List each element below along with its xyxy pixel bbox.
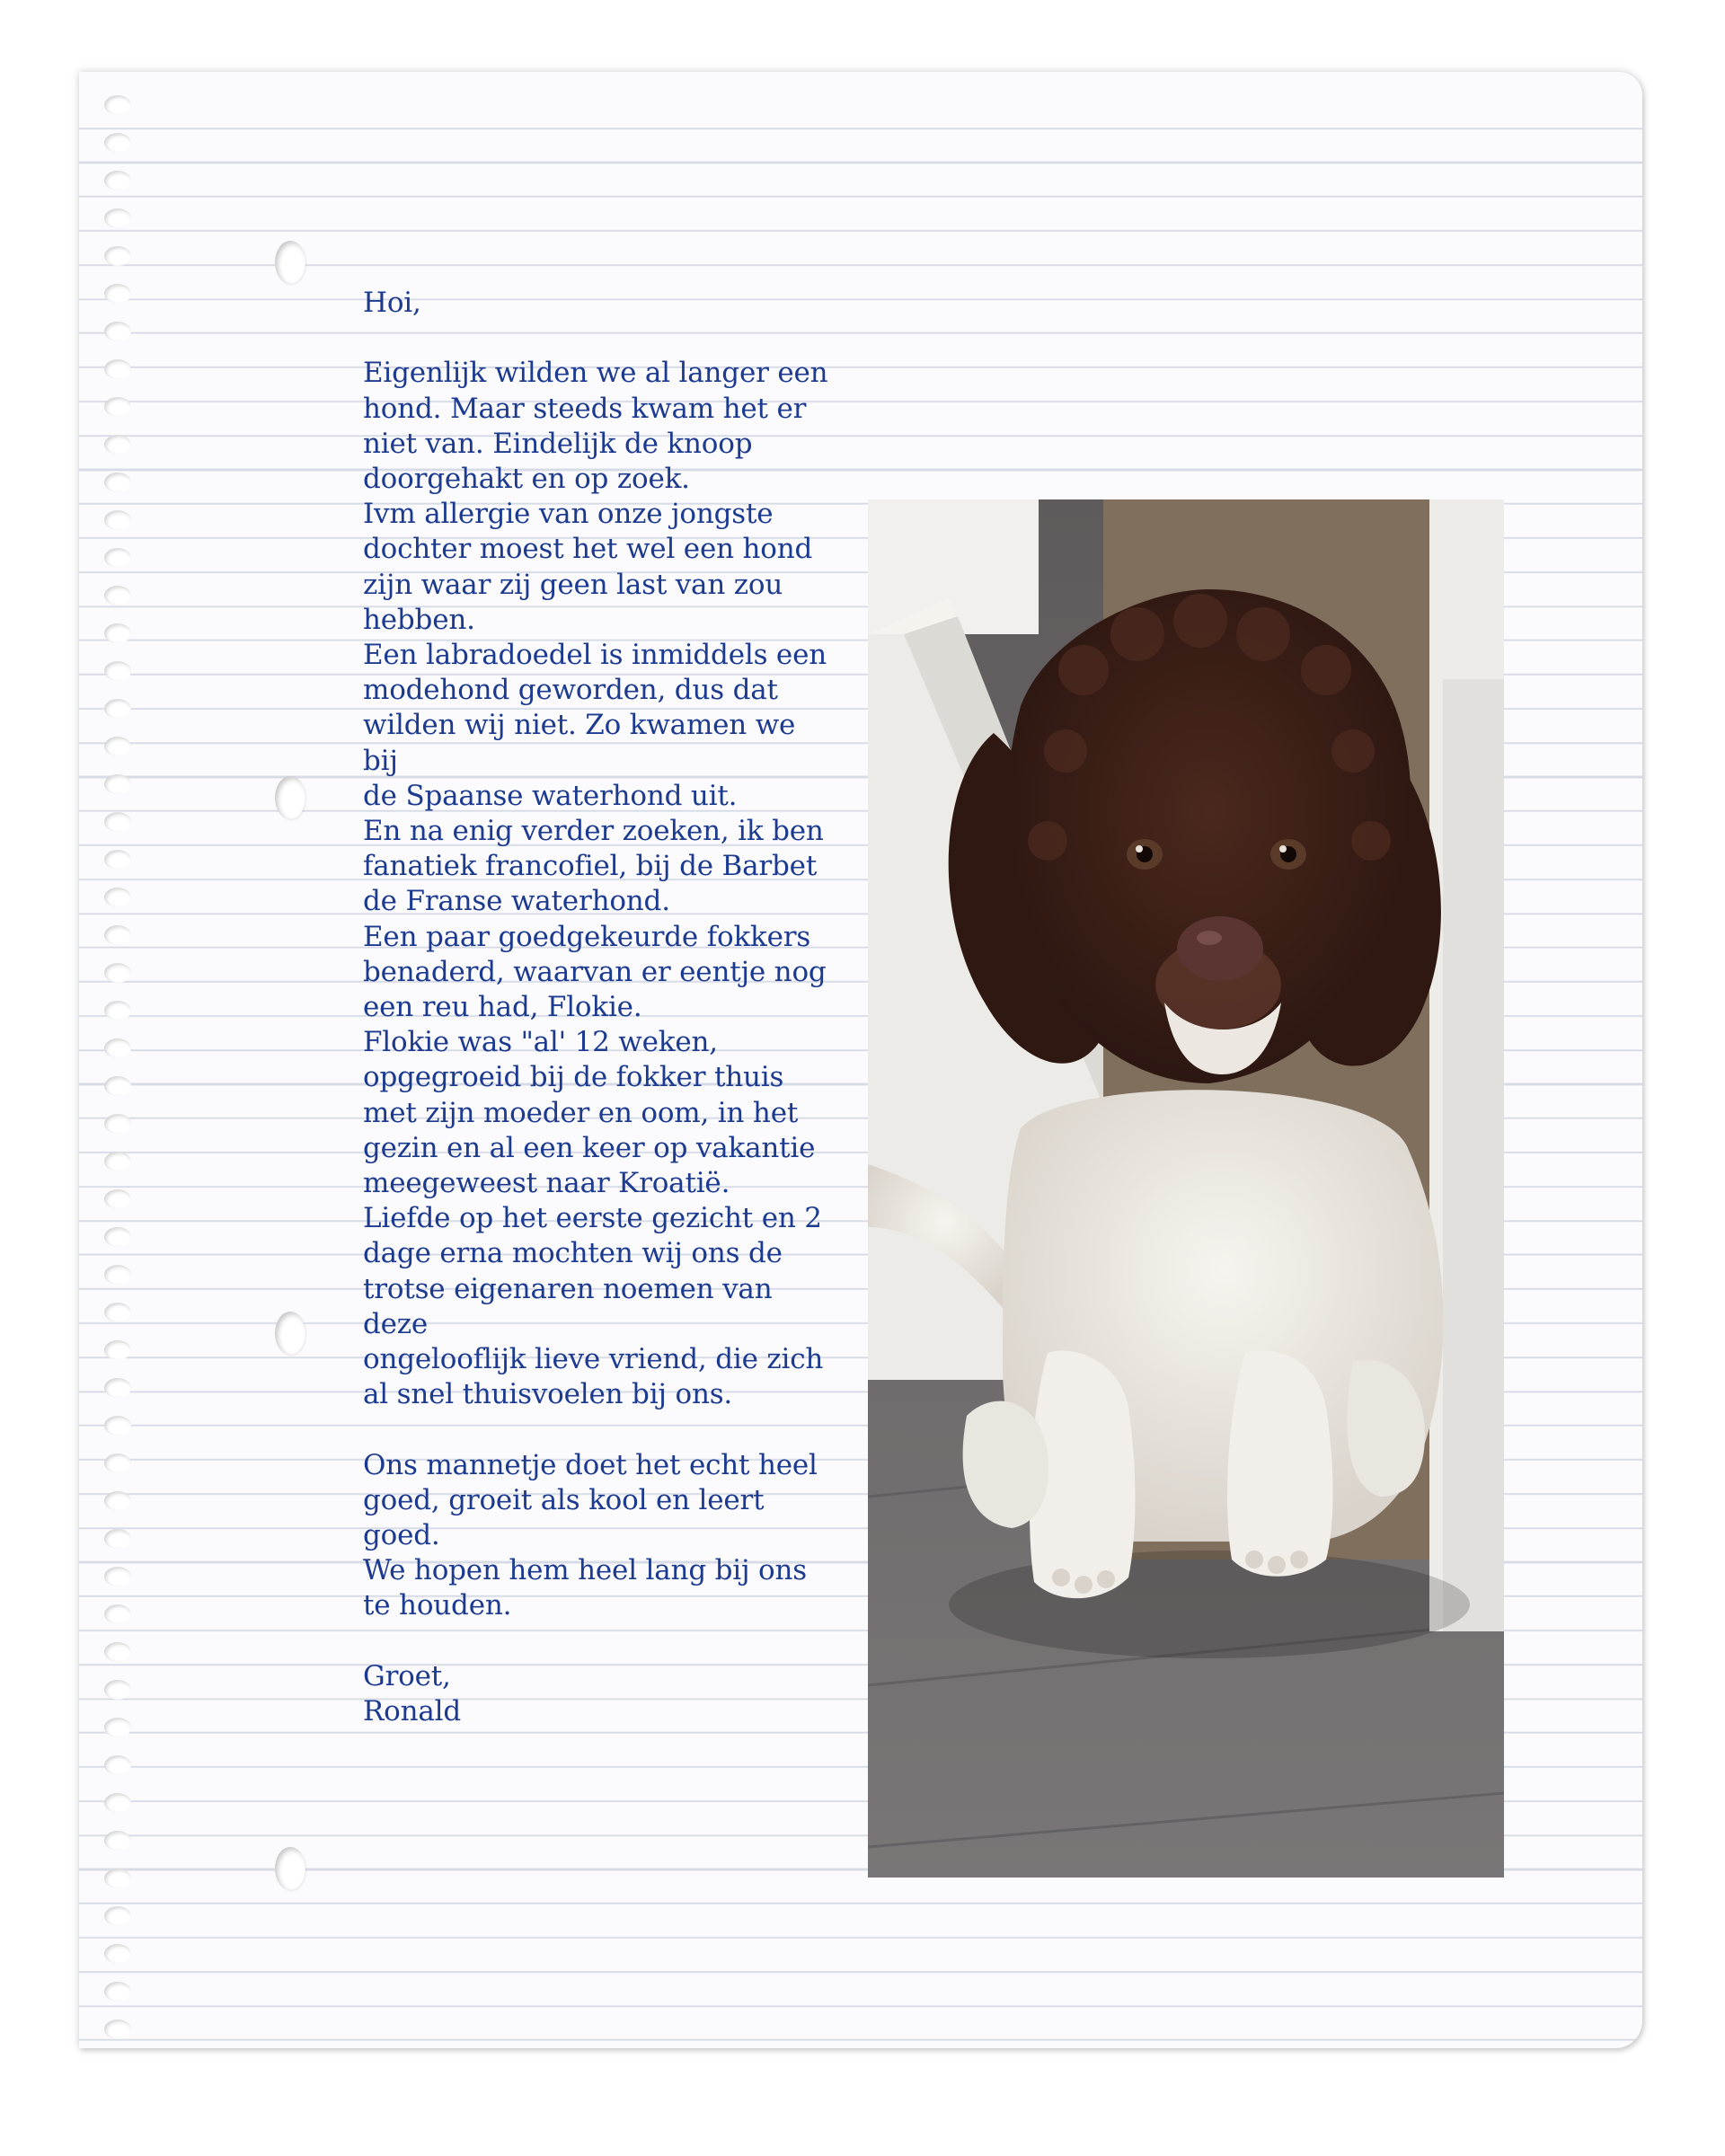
perforation-notch bbox=[104, 1642, 131, 1662]
perforation-notch bbox=[104, 1001, 131, 1021]
perforation-notch bbox=[104, 208, 131, 228]
perforation-notch bbox=[104, 1529, 131, 1549]
perforation-notch bbox=[104, 1718, 131, 1737]
perforation-notch bbox=[104, 1227, 131, 1247]
perforation-notch bbox=[104, 397, 131, 417]
perforation-notch bbox=[104, 1454, 131, 1473]
nose bbox=[1177, 916, 1263, 981]
perforation-notch bbox=[104, 850, 131, 870]
perforation-notch bbox=[104, 586, 131, 605]
spiral-perforation-edge bbox=[79, 72, 142, 2048]
perforation-notch bbox=[104, 359, 131, 379]
perforation-notch bbox=[104, 1604, 131, 1624]
handwritten-letter bbox=[363, 286, 830, 1729]
perforation-notch bbox=[104, 1755, 131, 1775]
perforation-notch bbox=[104, 661, 131, 681]
perforation-notch bbox=[104, 1416, 131, 1436]
perforation-notch bbox=[104, 473, 131, 492]
letter-paragraph-2: Ons mannetje doet het echt heel goed, groeit als kool en leert goed. We hopen hem heel lang bij ons te houden. bbox=[363, 1448, 818, 1622]
perforation-notch bbox=[104, 435, 131, 455]
perforation-notch bbox=[104, 95, 131, 115]
letter-greeting: Hoi, bbox=[363, 287, 421, 319]
perforation-notch bbox=[104, 1906, 131, 1926]
front-right-leg bbox=[1227, 1351, 1333, 1577]
perforation-notch bbox=[104, 510, 131, 530]
perforation-notch bbox=[104, 1340, 131, 1360]
perforation-notch bbox=[104, 246, 131, 266]
perforation-notch bbox=[104, 1378, 131, 1398]
paragraph-gap bbox=[363, 1412, 830, 1447]
perforation-notch bbox=[104, 1982, 131, 2001]
letter-signature: Ronald bbox=[363, 1695, 462, 1728]
perforation-notch bbox=[104, 1793, 131, 1813]
perforation-notch bbox=[104, 963, 131, 983]
perforation-notch bbox=[104, 812, 131, 832]
perforation-notch bbox=[104, 1265, 131, 1285]
perforation-notch bbox=[104, 322, 131, 341]
perforation-notch bbox=[104, 1680, 131, 1700]
letter-paragraph-1: Eigenlijk wilden we al langer een hond. Maar steeds kwam het er niet van. Eindelijk de knoop doorgehakt en op zoek. Ivm allergie van onze jongste dochter moest het wel een hond zijn waar zij geen last van zou hebben. Een labradoedel is inmiddels een modehond geworden, dus dat wilden wij niet. Zo kwamen we bij de Spaanse waterhond uit. En na enig verder zoeken, ik ben fanatiek francofiel, bij de Barbet de Franse waterhond. Een paar goedgekeurde fokkers benaderd, waarvan er eentje nog een reu had, Flokie. Flokie was "al' 12 weken, opgegroeid bij de fokker thuis met zijn moeder en oom, in het gezin en al een keer op vakantie meegeweest naar Kroatië. Liefde op het eerste gezicht en 2 dage erna mochten wij ons de trotse eigenaren noemen van deze ongelooflijk lieve vriend, die zich al snel thuisvoelen bij ons. bbox=[363, 357, 828, 1411]
perforation-notch bbox=[104, 1038, 131, 1058]
perforation-notch bbox=[104, 2019, 131, 2039]
perforation-notch bbox=[104, 284, 131, 304]
perforation-notch bbox=[104, 925, 131, 945]
perforation-notch bbox=[104, 1189, 131, 1209]
perforation-notch bbox=[104, 623, 131, 643]
perforation-notch bbox=[104, 699, 131, 719]
perforation-notch bbox=[104, 133, 131, 153]
puppy-illustration bbox=[868, 499, 1504, 1878]
binder-hole-3 bbox=[275, 1312, 305, 1355]
perforation-notch bbox=[104, 774, 131, 794]
perforation-notch bbox=[104, 1152, 131, 1171]
letter-closing: Groet, bbox=[363, 1659, 451, 1692]
paragraph-gap bbox=[363, 321, 830, 356]
perforation-notch bbox=[104, 548, 131, 568]
perforation-notch bbox=[104, 1831, 131, 1851]
paragraph-gap bbox=[363, 1624, 830, 1659]
perforation-notch bbox=[104, 1491, 131, 1511]
perforation-notch bbox=[104, 1567, 131, 1586]
perforation-notch bbox=[104, 1076, 131, 1096]
perforation-notch bbox=[104, 888, 131, 907]
perforation-notch bbox=[104, 171, 131, 190]
perforation-notch bbox=[104, 737, 131, 756]
puppy-photo bbox=[868, 499, 1504, 1878]
binder-hole-2 bbox=[275, 776, 305, 819]
perforation-notch bbox=[104, 1869, 131, 1888]
perforation-notch bbox=[104, 1114, 131, 1134]
perforation-notch bbox=[104, 1303, 131, 1322]
perforation-notch bbox=[104, 1944, 131, 1964]
binder-hole-4 bbox=[275, 1847, 305, 1890]
binder-hole-1 bbox=[275, 241, 305, 284]
